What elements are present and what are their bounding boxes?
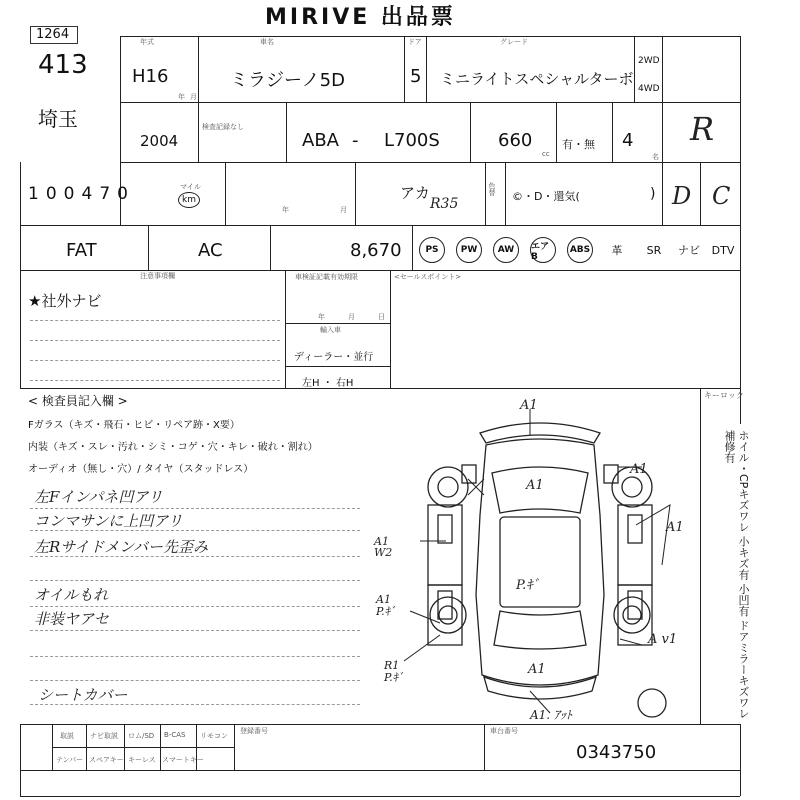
color-label: 色替: [488, 182, 496, 196]
opt-manual: 取説: [60, 732, 74, 740]
chassis-number: 0343750: [576, 742, 657, 763]
model-code: L700S: [384, 130, 440, 151]
km-badge: [178, 192, 200, 208]
label-year: 年式: [140, 38, 154, 46]
diag-av1: A v1: [648, 632, 678, 647]
seat-unit: 名: [652, 153, 659, 161]
inspect-year-label: 年: [282, 206, 289, 214]
aircon: AC: [198, 240, 223, 261]
option-sr: SR: [646, 243, 662, 257]
mileage: [28, 184, 128, 204]
label-doors: ドア: [408, 38, 422, 46]
inspection-header: 車検証記載有効期限: [295, 273, 358, 281]
lot-number: 413: [38, 50, 88, 80]
diag-r1-p: R1 P.ｷﾞ: [384, 659, 404, 684]
opt-rom: ロム/SD: [128, 732, 155, 740]
mileage-digit: 1: [28, 184, 39, 204]
lot-box-number: 1264: [36, 27, 70, 42]
small-note: 検査記録なし: [202, 123, 244, 131]
option-airbag: エアB: [530, 237, 556, 263]
hand-note-1: 左Fインパネ凹アリ: [34, 488, 163, 506]
diag-a1-right2: A1: [666, 520, 684, 535]
sales-point: <セールスポイント>: [394, 273, 462, 281]
opt-remote: リモコン: [200, 732, 228, 740]
diag-a1-bottom: A1: [528, 662, 546, 677]
opt-navi-manual: ナビ取説: [90, 732, 118, 740]
chassis-label: 車台番号: [490, 727, 518, 735]
km-badge-text: km: [182, 195, 196, 205]
keylock-notes: ホイル・CPキズワレ 小キズ有 小凹有 ドアミラーキズワレ 補修有: [723, 430, 750, 719]
label-grade: グレード: [500, 38, 528, 46]
inspect-month-label: 月: [340, 206, 347, 214]
prefecture: 埼玉: [38, 107, 78, 131]
value: 8,670: [350, 240, 402, 261]
inspector-header: < 検査員記入欄 >: [28, 394, 128, 408]
option-ps: PS: [419, 237, 445, 263]
inspection-year: 年: [318, 313, 325, 321]
exist-toggle: 有・無: [562, 138, 595, 151]
hand-note-2: コンマサンに上凹アリ: [34, 512, 183, 530]
seat-count: 4: [622, 130, 634, 151]
option-leather: 革: [611, 244, 623, 257]
mileage-digit: 0: [45, 184, 57, 204]
displacement: 660: [498, 130, 533, 151]
option-pw: PW: [456, 237, 482, 263]
inspection-day: 日: [378, 313, 385, 321]
car-name: ミラジーノ5D: [230, 70, 345, 91]
notes-header: 注意事項欄: [140, 272, 175, 280]
hand-note-5: 非装ヤアセ: [34, 610, 109, 628]
keylock-label: キーロック: [704, 391, 744, 400]
handwritten-r: R: [690, 110, 715, 148]
door-count: 5: [410, 66, 422, 87]
cc-unit: cc: [542, 150, 550, 158]
diag-a1-center: A1: [526, 478, 544, 493]
inspector-line2: 内装（キズ・スレ・汚れ・シミ・コゲ・穴・キレ・破れ・割れ）: [28, 442, 318, 453]
inspection-month: 月: [348, 313, 355, 321]
diag-p-center: P.ｷﾞ: [516, 578, 540, 593]
reg-label: 登録番号: [240, 727, 268, 735]
hand-note-6: シートカバー: [38, 686, 128, 704]
hand-note-4: オイルもれ: [34, 586, 109, 604]
drive-4wd: 4WD: [638, 84, 660, 94]
opt-smart-key: スマートキー: [162, 756, 204, 764]
color-code: R35: [430, 196, 459, 212]
opt-temper: テンパー: [56, 756, 84, 764]
opt-spare-key: スペアキー: [89, 756, 124, 764]
main-note: ★社外ナビ: [28, 292, 102, 310]
grade: ミニライトスペシャルターボ: [440, 70, 634, 88]
mark-c: C: [712, 182, 731, 210]
mileage-digit: 0: [63, 184, 75, 204]
year-ad: 2004: [140, 132, 179, 150]
paint-options-end: ): [650, 186, 656, 202]
paint-options: ©・D・還気(: [512, 190, 580, 203]
opt-bcas: B-CAS: [164, 731, 186, 739]
mileage-digit: 7: [99, 184, 111, 204]
option-abs: ABS: [567, 237, 593, 263]
label-model: 車名: [260, 38, 274, 46]
import-label: 輸入車: [320, 326, 341, 334]
diag-a1-top: A1: [520, 398, 538, 413]
drive-2wd: 2WD: [638, 56, 660, 66]
mileage-digit: 0: [117, 184, 128, 204]
handle-value: 左H ・ 右H: [302, 378, 354, 389]
inspector-line1: Fガラス（キズ・飛石・ヒビ・リペア跡・X要）: [28, 420, 240, 431]
mileage-digit: 4: [81, 184, 93, 204]
diag-a1-w2: A1 W2: [374, 535, 393, 559]
model-year: H16: [132, 66, 169, 87]
form-title: MIRIVE 出品票: [265, 5, 456, 30]
diag-a1-right: A1: [630, 462, 648, 477]
option-navi: ナビ: [678, 244, 700, 257]
color: アカ: [400, 184, 430, 202]
model-prefix: ABA: [302, 130, 339, 151]
diag-a1-p: A1 P.ｷﾞ: [376, 593, 396, 618]
mark-d: D: [672, 182, 692, 210]
option-aw: AW: [493, 237, 519, 263]
import-value: ディーラー・並行: [294, 352, 374, 363]
opt-keyless: キーレス: [128, 756, 156, 764]
transmission: FAT: [66, 240, 97, 261]
inspector-line3: オーディオ（無し・穴）/ タイヤ（スタッドレス）: [28, 464, 254, 475]
option-dtv: DTV: [711, 243, 735, 257]
mileage-mile: マイル: [180, 183, 201, 191]
diag-a1-attn: A1. ｱｯﾄ: [530, 708, 572, 722]
hand-note-3: 左Rサイドメンバー先歪み: [34, 538, 209, 556]
